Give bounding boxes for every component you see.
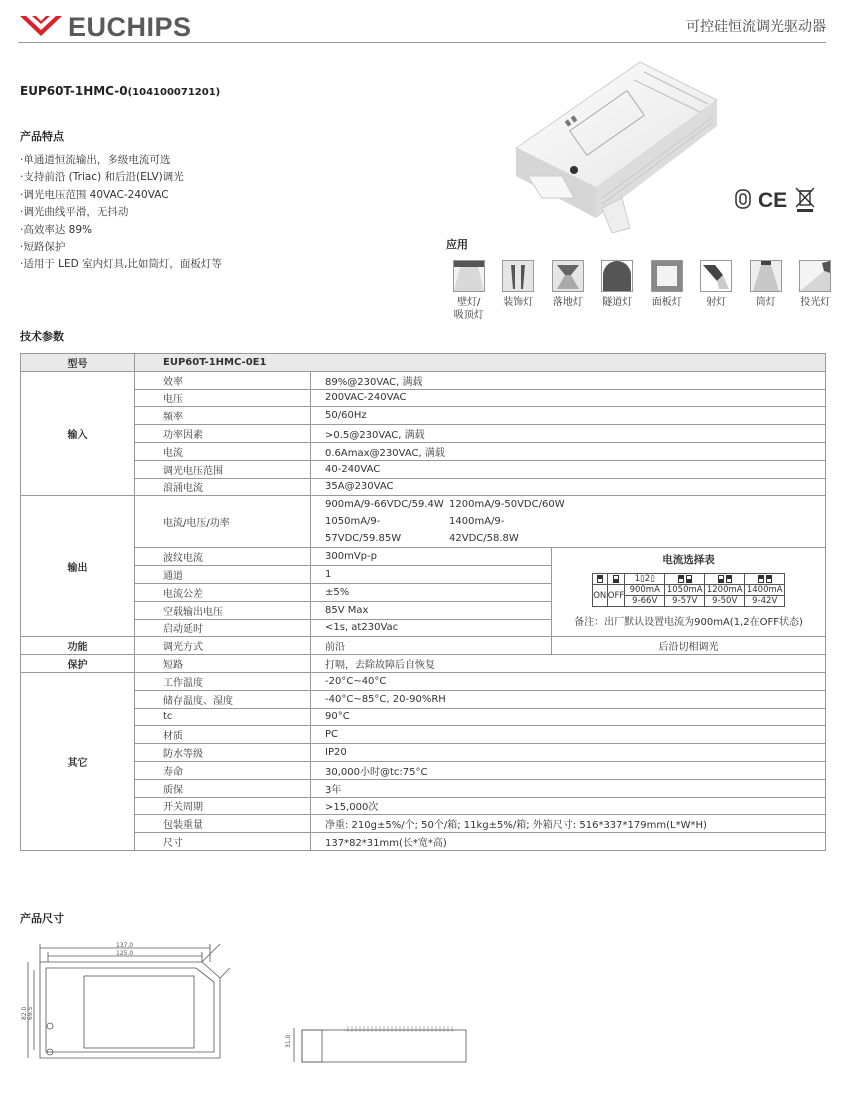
class-ii-icon bbox=[734, 188, 752, 210]
dimensions-title: 产品尺寸 bbox=[20, 912, 64, 925]
application-label: 壁灯/ bbox=[457, 297, 481, 308]
dip-switch-icon bbox=[758, 575, 764, 583]
table-row bbox=[21, 371, 826, 389]
table-row bbox=[21, 672, 826, 690]
table-row bbox=[21, 478, 826, 496]
spec-title: 技术参数 bbox=[20, 330, 64, 343]
table-row bbox=[21, 460, 826, 478]
table-row bbox=[21, 548, 826, 566]
param-value: 30,000小时@tc:75°C bbox=[311, 761, 826, 779]
param-name: 电流/电压/功率 bbox=[135, 496, 311, 548]
dip-switch-icon bbox=[686, 575, 692, 583]
dim-69: 69.5 bbox=[27, 1006, 34, 1020]
spec-table bbox=[20, 353, 826, 851]
top-view-drawing bbox=[20, 940, 240, 1070]
application-item bbox=[593, 260, 643, 322]
table-row bbox=[21, 708, 826, 726]
param-name: 电流 bbox=[135, 442, 311, 460]
param-name: tc bbox=[135, 708, 311, 726]
off-label: OFF bbox=[607, 585, 624, 607]
param-value: -20°C~40°C bbox=[311, 672, 826, 690]
euchips-logo-icon bbox=[20, 16, 62, 38]
table-row bbox=[21, 815, 826, 833]
param-value: 200VAC-240VAC bbox=[311, 389, 826, 407]
cvp-value: 900mA/9-66VDC/59.4W bbox=[325, 499, 444, 511]
param-value: IP20 bbox=[311, 744, 826, 762]
selector-note: 备注：出厂默认设置电流为900mA(1,2在OFF状态) bbox=[574, 617, 803, 629]
tunnel-lamp-icon bbox=[601, 260, 633, 292]
dip-switch-icon bbox=[613, 575, 619, 583]
param-value: >15,000次 bbox=[311, 797, 826, 815]
features-list bbox=[20, 152, 222, 274]
application-label: 投光灯 bbox=[800, 297, 831, 308]
param-value: 35A@230VAC bbox=[311, 478, 826, 496]
dim-31: 31.0 bbox=[285, 1034, 292, 1048]
param-name: 浪涌电流 bbox=[135, 478, 311, 496]
application-item bbox=[692, 260, 742, 322]
feature-item: ·高效率达 89% bbox=[20, 223, 93, 236]
weee-bin-icon bbox=[794, 186, 816, 212]
application-label: 装饰灯 bbox=[503, 297, 534, 308]
table-row bbox=[21, 726, 826, 744]
param-value: 40-240VAC bbox=[311, 460, 826, 478]
side-view-drawing bbox=[284, 1022, 474, 1068]
table-header-row bbox=[21, 354, 826, 372]
group-input: 输入 bbox=[21, 371, 135, 496]
dip-switch-icon bbox=[718, 575, 724, 583]
param-name: 启动延时 bbox=[135, 619, 311, 637]
voltage-range: 9-42V bbox=[745, 596, 785, 607]
param-value: 打嗝，去除故障后自恢复 bbox=[311, 655, 826, 673]
application-label: 筒灯 bbox=[755, 297, 776, 308]
param-name: 工作温度 bbox=[135, 672, 311, 690]
param-value: 前沿 bbox=[311, 637, 552, 655]
decorative-lamp-icon bbox=[502, 260, 534, 292]
param-name: 防水等级 bbox=[135, 744, 311, 762]
table-row bbox=[21, 496, 826, 548]
param-name: 波纹电流 bbox=[135, 548, 311, 566]
param-value: 89%@230VAC, 满载 bbox=[311, 371, 826, 389]
application-item bbox=[791, 260, 841, 322]
param-name: 频率 bbox=[135, 407, 311, 425]
floor-lamp-icon bbox=[552, 260, 584, 292]
param-name: 调光方式 bbox=[135, 637, 311, 655]
applications-title: 应用 bbox=[446, 238, 468, 251]
param-name: 包装重量 bbox=[135, 815, 311, 833]
product-category: 可控硅恒流调光驱动器 bbox=[686, 19, 826, 35]
application-item bbox=[444, 260, 494, 322]
selector-title: 电流选择表 bbox=[662, 554, 715, 567]
brand-name: EUCHIPS bbox=[68, 11, 192, 42]
feature-item: ·调光曲线平滑，无抖动 bbox=[20, 206, 129, 219]
param-name: 尺寸 bbox=[135, 833, 311, 851]
param-name: 通道 bbox=[135, 566, 311, 584]
table-row bbox=[21, 655, 826, 673]
feature-item: ·调光电压范围 40VAC-240VAC bbox=[20, 188, 169, 201]
floodlight-icon bbox=[799, 260, 831, 292]
param-name: 开关周期 bbox=[135, 797, 311, 815]
group-function: 功能 bbox=[21, 637, 135, 655]
voltage-range: 9-66V bbox=[625, 596, 665, 607]
voltage-range: 9-50V bbox=[705, 596, 745, 607]
param-name: 功率因素 bbox=[135, 425, 311, 443]
ce-mark-icon bbox=[758, 188, 788, 210]
table-row bbox=[21, 442, 826, 460]
current-option: 1200mA bbox=[705, 585, 745, 596]
voltage-range: 9-57V bbox=[665, 596, 705, 607]
cvp-value: 1200mA/9-50VDC/60W bbox=[449, 499, 565, 511]
dim-137: 137.0 bbox=[116, 942, 134, 949]
svg-text:CE: CE bbox=[758, 189, 788, 210]
group-protection: 保护 bbox=[21, 655, 135, 673]
header-model-value: EUP60T-1HMC-0E1 bbox=[135, 354, 826, 372]
current-option: 1400mA bbox=[745, 585, 785, 596]
on-label: ON bbox=[592, 585, 607, 607]
current-selector-cell bbox=[552, 548, 826, 637]
param-value: ±5% bbox=[311, 583, 552, 601]
table-row bbox=[21, 833, 826, 851]
header-divider bbox=[18, 42, 826, 43]
cvp-value: 1400mA/9-42VDC/58.8W bbox=[449, 516, 519, 545]
application-item bbox=[543, 260, 593, 322]
dip-switch-icon bbox=[597, 575, 603, 583]
group-other: 其它 bbox=[21, 672, 135, 850]
current-option: 1050mA bbox=[665, 585, 705, 596]
table-row bbox=[21, 797, 826, 815]
certifications bbox=[734, 186, 816, 212]
table-row bbox=[21, 761, 826, 779]
dip-switch-icon bbox=[678, 575, 684, 583]
model-number bbox=[20, 84, 220, 98]
application-item bbox=[642, 260, 692, 322]
dip-switch-icon bbox=[726, 575, 732, 583]
param-name: 寿命 bbox=[135, 761, 311, 779]
selector-table bbox=[592, 573, 785, 607]
param-value bbox=[311, 496, 826, 548]
brand-logo bbox=[20, 10, 192, 44]
product-photo bbox=[512, 48, 720, 233]
param-value: PC bbox=[311, 726, 826, 744]
table-row bbox=[21, 389, 826, 407]
cvp-value: 1050mA/9-57VDC/59.85W bbox=[325, 516, 402, 545]
model-code: (104100071201) bbox=[127, 87, 221, 98]
param-value: 137*82*31mm(长*宽*高) bbox=[311, 833, 826, 851]
application-label: 隧道灯 bbox=[602, 297, 633, 308]
param-value: 300mVp-p bbox=[311, 548, 552, 566]
param-value: >0.5@230VAC, 满载 bbox=[311, 425, 826, 443]
group-output: 输出 bbox=[21, 496, 135, 637]
model-name: EUP60T-1HMC-0 bbox=[20, 84, 128, 98]
param-value: 净重: 210g±5%/个; 50个/箱; 11kg±5%/箱; 外箱尺寸: 516*337*179mm(L*W*H) bbox=[311, 815, 826, 833]
table-row bbox=[21, 690, 826, 708]
param-value: -40°C~85°C, 20-90%RH bbox=[311, 690, 826, 708]
dip-switch-icon bbox=[766, 575, 772, 583]
header-model-label: 型号 bbox=[21, 354, 135, 372]
application-label: 射灯 bbox=[706, 297, 727, 308]
table-row bbox=[21, 744, 826, 762]
feature-item: ·单通道恒流输出，多级电流可选 bbox=[20, 154, 171, 166]
param-value: 后沿切相调光 bbox=[552, 637, 826, 655]
param-name: 电压 bbox=[135, 389, 311, 407]
current-option: 900mA bbox=[625, 585, 665, 596]
param-name: 短路 bbox=[135, 655, 311, 673]
param-value: 3年 bbox=[311, 779, 826, 797]
application-label: 面板灯 bbox=[651, 297, 682, 308]
param-name: 材质 bbox=[135, 726, 311, 744]
application-item bbox=[494, 260, 544, 322]
table-row bbox=[21, 779, 826, 797]
table-row bbox=[21, 425, 826, 443]
application-item bbox=[741, 260, 791, 322]
param-value: 1 bbox=[311, 566, 552, 584]
param-value: <1s, at230Vac bbox=[311, 619, 552, 637]
param-name: 质保 bbox=[135, 779, 311, 797]
downlight-icon bbox=[750, 260, 782, 292]
application-label: 吸顶灯 bbox=[453, 310, 484, 321]
applications-list bbox=[444, 260, 840, 322]
application-label: 落地灯 bbox=[552, 297, 583, 308]
wall-ceiling-lamp-icon bbox=[453, 260, 485, 292]
param-name: 空载输出电压 bbox=[135, 601, 311, 619]
feature-item: ·适用于 LED 室内灯具,比如筒灯，面板灯等 bbox=[20, 258, 222, 271]
param-name: 调光电压范围 bbox=[135, 460, 311, 478]
features-title: 产品特点 bbox=[20, 130, 64, 143]
param-value: 85V Max bbox=[311, 601, 552, 619]
switch-legend: 1▯2▯ bbox=[625, 574, 665, 585]
param-value: 90°C bbox=[311, 708, 826, 726]
spotlight-icon bbox=[700, 260, 732, 292]
param-value: 50/60Hz bbox=[311, 407, 826, 425]
dim-125: 125.0 bbox=[116, 950, 134, 957]
panel-lamp-icon bbox=[651, 260, 683, 292]
feature-item: ·短路保护 bbox=[20, 241, 66, 254]
dim-82: 82.0 bbox=[21, 1006, 28, 1020]
param-value: 0.6Amax@230VAC, 满载 bbox=[311, 442, 826, 460]
table-row bbox=[21, 407, 826, 425]
table-row bbox=[21, 637, 826, 655]
param-name: 效率 bbox=[135, 371, 311, 389]
param-name: 电流公差 bbox=[135, 583, 311, 601]
param-name: 储存温度、湿度 bbox=[135, 690, 311, 708]
feature-item: ·支持前沿 (Triac) 和后沿(ELV)调光 bbox=[20, 171, 184, 184]
